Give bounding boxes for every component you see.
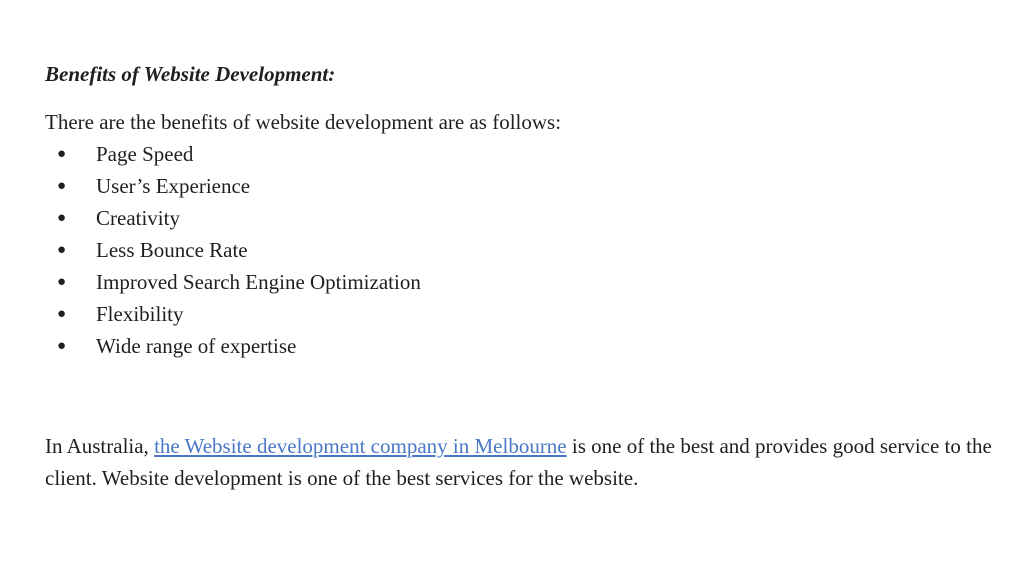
- bullet-icon: ●: [57, 274, 67, 290]
- closing-text-before-link: In Australia,: [45, 434, 155, 458]
- list-item-text: Page Speed: [96, 142, 194, 166]
- section-heading: Benefits of Website Development:: [45, 62, 336, 86]
- list-item: [45, 138, 995, 170]
- intro-paragraph: There are the benefits of website development are as follows:: [45, 110, 562, 134]
- bullet-icon: ●: [57, 306, 67, 322]
- list-item: [45, 170, 995, 202]
- list-item-text: Less Bounce Rate: [96, 238, 248, 262]
- list-item-text: Flexibility: [96, 302, 184, 326]
- document-page: [45, 58, 995, 494]
- list-item: [45, 298, 995, 330]
- closing-paragraph: [45, 430, 995, 494]
- bullet-icon: ●: [57, 178, 67, 194]
- bullet-icon: ●: [57, 338, 67, 354]
- bullet-icon: ●: [57, 146, 67, 162]
- list-item-text: User’s Experience: [96, 174, 251, 198]
- benefits-list: [45, 138, 995, 362]
- bullet-icon: ●: [57, 242, 67, 258]
- list-item: [45, 234, 995, 266]
- closing-text-after-link: is one of the best and provides good service to the client. Website development is one of the best services for the website.: [45, 434, 992, 490]
- list-item: [45, 330, 995, 362]
- list-item: [45, 202, 995, 234]
- melbourne-company-link[interactable]: the Website development company in Melbourne: [154, 434, 567, 458]
- list-item: [45, 266, 995, 298]
- list-item-text: Improved Search Engine Optimization: [96, 270, 421, 294]
- bullet-icon: ●: [57, 210, 67, 226]
- list-item-text: Wide range of expertise: [96, 334, 297, 358]
- list-item-text: Creativity: [96, 206, 180, 230]
